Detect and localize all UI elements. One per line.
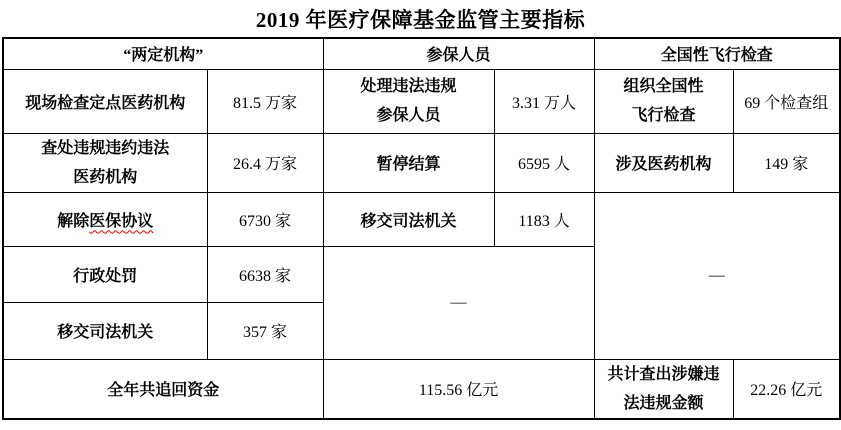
table-row <box>3 133 840 192</box>
cell-line: 查处违规违约违法 <box>41 139 170 157</box>
label-plain-part: 解除 <box>57 212 90 230</box>
cell-transferred-judicial-orgs-value: 357 家 <box>207 302 323 359</box>
cell-investigated-orgs-label <box>3 133 207 192</box>
cell-handled-insured-value: 3.31 万人 <box>494 69 594 133</box>
cell-transferred-judicial-orgs-label: 移交司法机关 <box>3 302 207 359</box>
cell-total-illegal-amount-value: 22.26 亿元 <box>733 359 840 419</box>
header-national-flight-inspection: 全国性飞行检查 <box>594 38 840 69</box>
cell-administrative-penalty-label: 行政处罚 <box>3 246 207 302</box>
header-two-designated-institutions: “两定机构” <box>3 38 323 69</box>
page-title: 2019 年医疗保障基金监管主要指标 <box>255 8 586 32</box>
table-row <box>3 69 840 133</box>
cell-administrative-penalty-value: 6638 家 <box>207 246 323 302</box>
cell-total-illegal-amount-label <box>594 359 733 419</box>
cell-line: 参保人员 <box>376 107 441 124</box>
cell-involved-orgs-value: 149 家 <box>733 133 840 192</box>
cell-suspended-settlement-value: 6595 人 <box>494 133 594 192</box>
table-row <box>3 192 840 246</box>
cell-terminated-agreement-value: 6730 家 <box>207 192 323 246</box>
cell-line: 医药机构 <box>73 168 138 186</box>
cell-line: 组织全国性 <box>623 78 704 95</box>
cell-insured-persons-dash: — <box>323 246 594 359</box>
cell-involved-orgs-label: 涉及医药机构 <box>594 133 733 192</box>
cell-recovered-funds-label: 全年共追回资金 <box>3 359 323 419</box>
cell-suspended-settlement-label: 暂停结算 <box>323 133 494 192</box>
cell-investigated-orgs-value: 26.4 万家 <box>207 133 323 192</box>
cell-flight-inspection-dash: — <box>594 192 840 359</box>
cell-terminated-agreement-label <box>3 192 207 246</box>
table-row <box>3 359 840 419</box>
cell-line: 共计查出涉嫌违 <box>607 365 720 383</box>
header-row <box>3 38 840 69</box>
cell-line: 处理违法违规 <box>360 78 457 95</box>
cell-transferred-judicial-persons-value: 1183 人 <box>494 192 594 246</box>
header-insured-persons: 参保人员 <box>323 38 594 69</box>
cell-handled-insured-label <box>323 69 494 133</box>
cell-onsite-check-label: 现场检查定点医药机构 <box>3 69 207 133</box>
indicators-table <box>2 37 841 420</box>
cell-line: 法违规金额 <box>623 394 704 412</box>
cell-organized-flight-label <box>594 69 733 133</box>
cell-organized-flight-value: 69 个检查组 <box>733 69 840 133</box>
cell-transferred-judicial-persons-label: 移交司法机关 <box>323 192 494 246</box>
cell-recovered-funds-value: 115.56 亿元 <box>323 359 594 419</box>
label-spellcheck-part: 医保协议 <box>89 212 154 230</box>
cell-line: 飞行检查 <box>631 107 696 124</box>
cell-onsite-check-value: 81.5 万家 <box>207 69 323 133</box>
